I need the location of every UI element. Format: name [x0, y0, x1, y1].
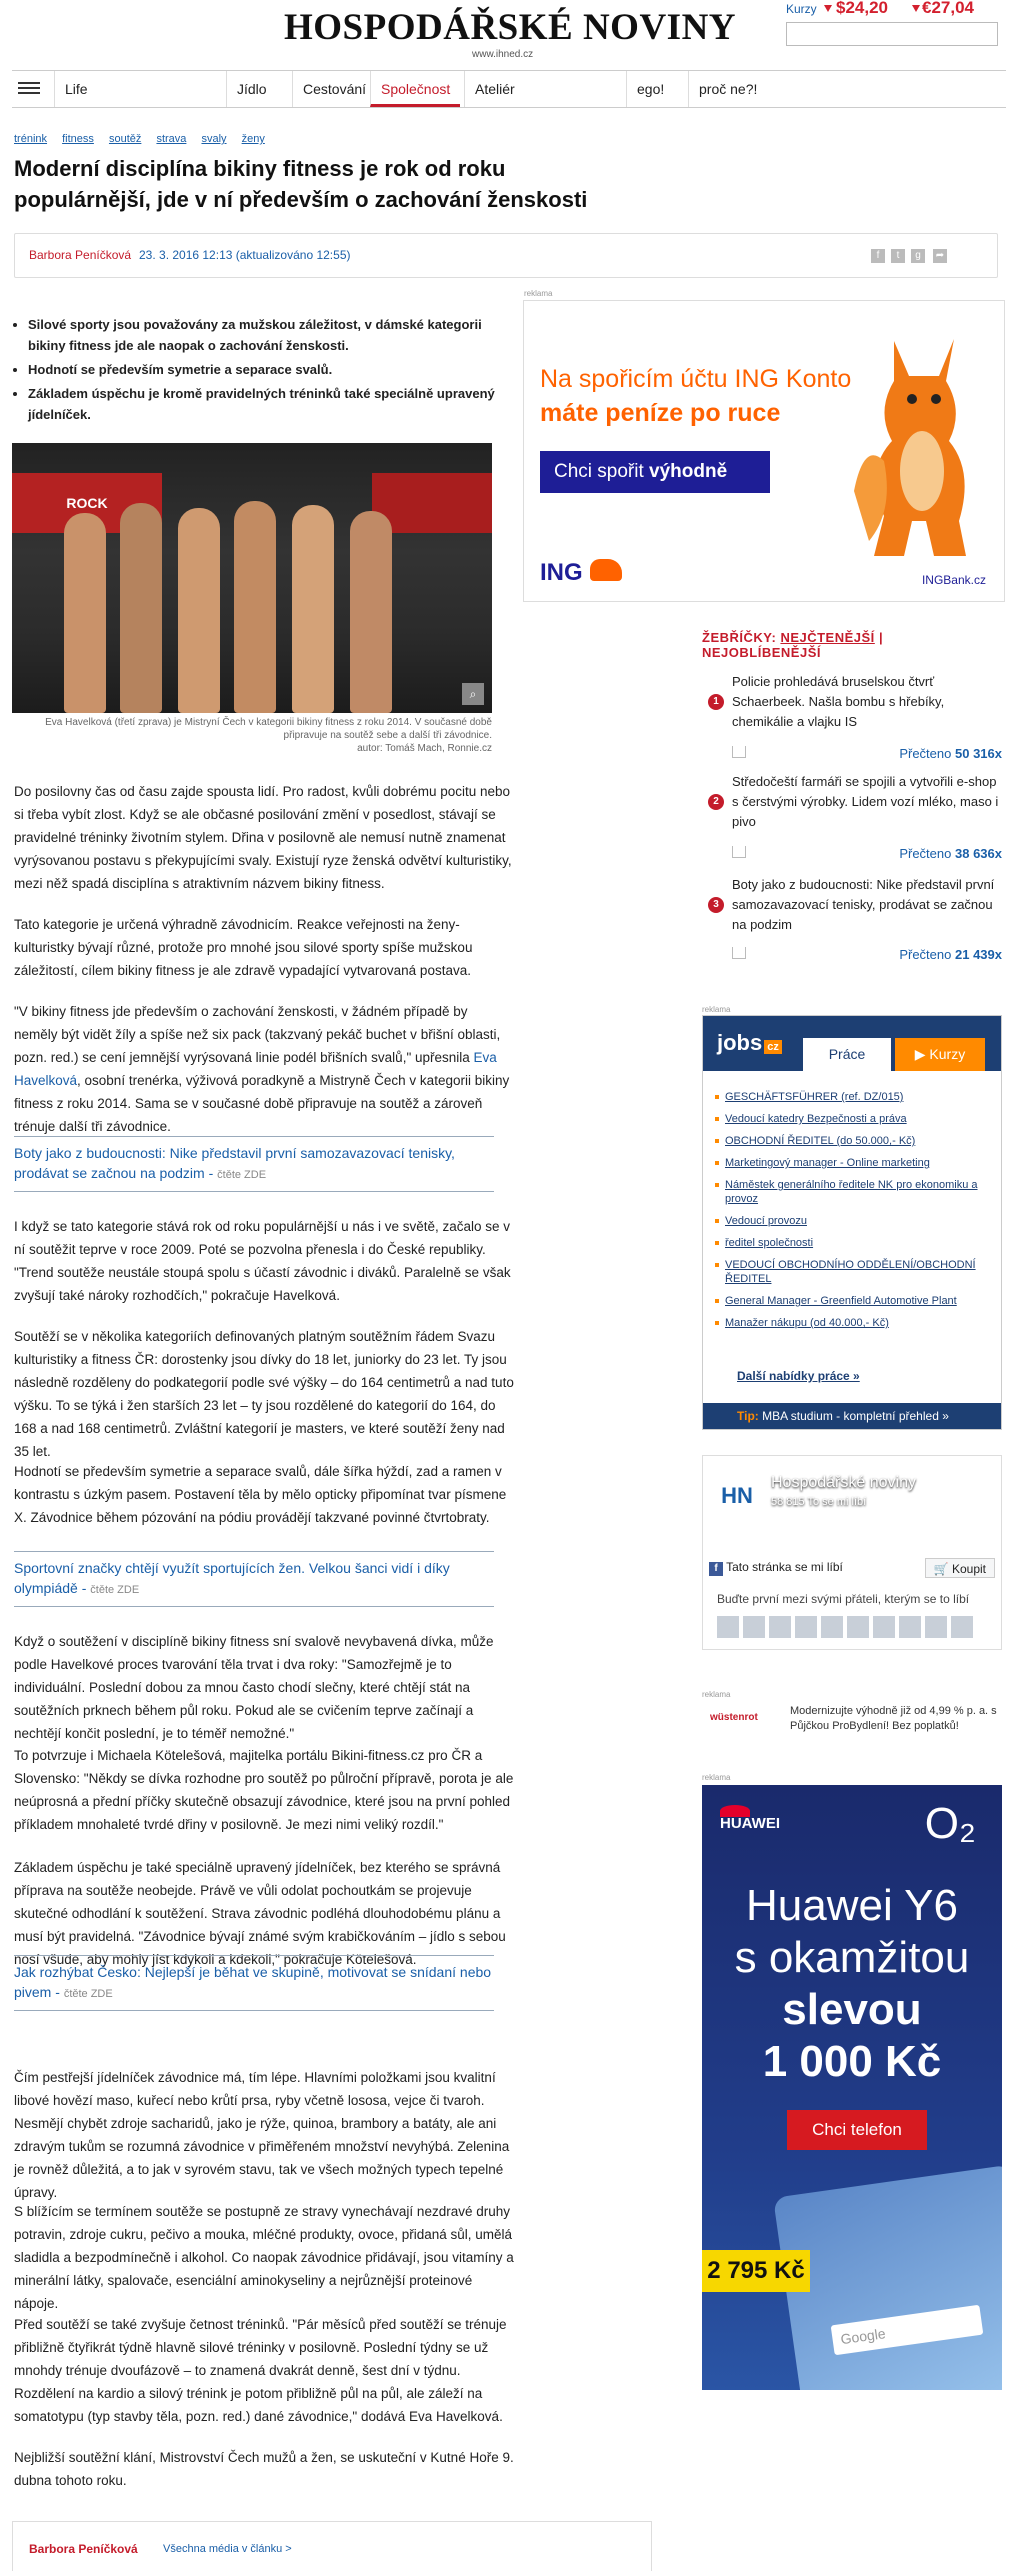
all-media-link[interactable]: Všechna média v článku >	[163, 2543, 292, 2555]
rank-number: 2	[708, 794, 724, 810]
facebook-likes: 58 815 To se mi líbí	[771, 1496, 867, 1508]
share-icon[interactable]	[732, 746, 746, 758]
nav-atelier[interactable]: Ateliér	[464, 71, 525, 107]
twitter-share-icon[interactable]: t	[891, 249, 905, 263]
count-label: Přečteno	[899, 746, 952, 761]
avatar[interactable]	[795, 1616, 817, 1638]
rank-count	[899, 844, 1002, 864]
jobs-logo-cz: cz	[764, 1040, 782, 1054]
paragraph: Před soutěží se také zvyšuje četnost tréninků. "Pár měsíců před soutěží se trénuje přibližně čtyřikrát týdně hlavně silové tréninky v posilovně. Poslední týdny se už mnohdy trénuje dvoufázově – to znamená dvakrát denně, šest dní v týdnu. Rozdělení na kardio a silový trénink je potom přibližně půl na půl, ale záleží na somatotypu (typ stavby těla, pozn. red.) dané závodnice," dodává Eva Havelková.	[14, 2317, 507, 2424]
rank-number: 3	[708, 897, 724, 913]
ad-label: reklama	[702, 1690, 731, 1699]
wustenrot-text[interactable]: Modernizujte výhodně již od 4,99 % p. a. s Půjčkou ProBydlení! Bez poplatků!	[790, 1705, 997, 1732]
tag[interactable]: fitness	[62, 133, 94, 145]
job-link[interactable]: ředitel společnosti	[715, 1232, 991, 1254]
rank-title[interactable]: Policie prohledává bruselskou čtvrť Schaerbeek. Našla bombu s hřebíky, chemikálie a vlajku IS	[732, 674, 945, 729]
menu-icon[interactable]	[18, 82, 40, 98]
tag[interactable]: strava	[156, 133, 187, 145]
paragraph: Tato kategorie je určená výhradně závodnicím. Reakce veřejnosti na ženy-kulturistky bývají různé, protože pro mnohé jsou silové sporty spíše mužskou záležitostí, cílem bikiny fitness je ale zdravě vypadající vytvarovaná postava.	[14, 917, 473, 978]
tab-prace[interactable]: Práce	[803, 1038, 891, 1071]
job-link[interactable]: GESCHÄFTSFÜHRER (ref. DZ/015)	[715, 1086, 991, 1108]
count-value: 38 636x	[955, 846, 1002, 861]
article-date: 23. 3. 2016 12:13 (aktualizováno 12:55)	[139, 248, 351, 262]
tab-most-liked[interactable]: NEJOBLÍBENĚJŠÍ	[702, 645, 821, 660]
count-label: Přečteno	[899, 947, 952, 962]
ad-line: slevou	[782, 1985, 922, 2034]
jobs-widget	[702, 1015, 1002, 1430]
related-title[interactable]: Boty jako z budoucnosti: Nike představil první samozavazovací tenisky, prodávat se začnou na podzim	[14, 1145, 455, 1181]
caption-text: Eva Havelková (třetí zprava) je Mistryní Čech v kategorii bikiny fitness z roku 2014. V současné době připravuje na soutěž sebe a další tři závodnice.	[45, 717, 492, 741]
site-logo[interactable]: HOSPODÁŘSKÉ NOVINY	[284, 7, 737, 48]
avatar[interactable]	[847, 1616, 869, 1638]
ad-label: reklama	[702, 1005, 731, 1014]
avatar[interactable]	[899, 1616, 921, 1638]
price-badge: 2 795 Kč	[702, 2250, 810, 2292]
ranking-box	[702, 630, 1002, 962]
article-title: Moderní disciplína bikiny fitness je rok od roku populárnější, jde v ní především o zachování ženskosti	[14, 156, 588, 212]
footer-author-link[interactable]: Barbora Peníčková	[29, 2542, 138, 2556]
avatar[interactable]	[925, 1616, 947, 1638]
nav-cestovani[interactable]: Cestování	[292, 71, 376, 107]
tip-text: MBA studium - kompletní přehled »	[762, 1409, 949, 1423]
count-value: 21 439x	[955, 947, 1002, 962]
rank-count	[899, 945, 1002, 965]
rank-title[interactable]: Středočeští farmáři se spojili a vytvořili e-shop s čerstvými výrobky. Lidem vozí mléko, maso i pivo	[732, 774, 999, 829]
facebook-share-icon[interactable]: f	[871, 249, 885, 263]
author-link[interactable]: Barbora Peníčková	[29, 248, 132, 262]
ad-headline: Na spořicím účtu ING Konto	[540, 365, 852, 393]
avatar[interactable]	[951, 1616, 973, 1638]
nav-spolecnost[interactable]: Společnost	[370, 71, 460, 107]
eva-havelkova-link[interactable]: Eva Havelková	[14, 1050, 497, 1088]
tab-kurzy-label: Kurzy	[929, 1046, 966, 1062]
ing-advertisement[interactable]	[523, 289, 1005, 602]
article-byline	[14, 233, 998, 278]
article-perex	[14, 314, 514, 428]
forward-share-icon[interactable]: ➦	[933, 249, 947, 263]
article-tags	[14, 133, 277, 145]
main-nav	[12, 70, 1006, 108]
paragraph: Základem úspěchu je také speciálně upravený jídelníček, bez kterého se správná příprava na soutěže neobejde. Právě ve vůli odolat pochoutkám se projevuje skutečné odhodlání k soutěžení. Strava závodnic podléhá dlouhodobému plánu a musí být pravidelná. "Závodnice bývají známé svým krabičkováním – jídlo s sebou nosí všude, aby mohly jíst kdykoli a kdekoli," pokračuje Kötelešová.	[14, 1860, 506, 1967]
job-link[interactable]: Náměstek generálního ředitele NK pro ekonomiku a provoz	[715, 1174, 991, 1210]
job-link[interactable]: OBCHODNÍ ŘEDITEL (do 50.000,- Kč)	[715, 1130, 991, 1152]
o2-logo: O₂	[924, 1799, 976, 1848]
avatar[interactable]	[743, 1616, 765, 1638]
paragraph-text: "V bikiny fitness jde především o zachování ženskosti, v žádném případě by neměly být vidět žíly a spíše než six pack (takzvaný pekáč buchet v břišní oblasti, pozn. red.) se cení jemnější vyrýsovaná linie podél břišních svalů," upřesnila	[14, 1004, 501, 1065]
share-icon[interactable]	[732, 846, 746, 858]
tag[interactable]: trénink	[14, 133, 48, 145]
ranking-label: ŽEBŘÍČKY:	[702, 630, 777, 645]
ing-lion-icon	[590, 559, 622, 581]
perex-item: • Hodnotí se především symetrie a separace svalů.	[28, 359, 514, 380]
paragraph	[14, 1000, 514, 1138]
nav-proc-ne[interactable]: proč ne?!	[688, 71, 767, 107]
jobs-list	[715, 1086, 991, 1334]
usd-down-arrow-icon	[824, 5, 832, 12]
play-icon: ▶	[914, 1046, 930, 1062]
athlete-figure	[350, 511, 392, 713]
wustenrot-logo: wüstenrot	[710, 1712, 758, 1723]
paragraph: Když o soutěžení v disciplíně bikiny fitness sní svalově nevybavená dívka, může podle Havelkové proces tvarování těla trvat i dva roky: "Samozřejmě je to individuální. Poslední dobou za mnou často chodí slečny, které chtějí stát na soutěžních prknech během půl roku. Pokud ale se cvičením teprve začínají a nechtějí končit poslední, je to téměř nemožné."	[14, 1634, 494, 1741]
ranking-header	[702, 630, 1002, 660]
paragraph: S blížícím se termínem soutěže se postupně ze stravy vynechávají nezdravé druhy potravin, zdroje cukru, pečivo a mouka, mléčné produkty, ovoce, přidaná sůl, umělá sladidla a bezpodmínečně i alkohol. Co naopak závodnice přidávají, jsou vitamíny a minerální látky, spalovače, esenciální aminokyseliny a nejrůznější proteinové nápoje.	[14, 2204, 514, 2311]
fox-mascot-icon	[854, 321, 984, 561]
zoom-icon[interactable]: ⌕	[462, 683, 484, 705]
athlete-figure	[292, 505, 334, 713]
athlete-figure	[120, 503, 162, 713]
more-jobs-link[interactable]: Další nabídky práce »	[737, 1369, 860, 1383]
job-link[interactable]: Marketingový manager - Online marketing	[715, 1152, 991, 1174]
huawei-logo: HUAWEI	[720, 1815, 780, 1832]
tab-most-read[interactable]: NEJČTENĚJŠÍ	[780, 630, 875, 645]
job-link[interactable]: VEDOUCÍ OBCHODNÍHO ODDĚLENÍ/OBCHODNÍ ŘEDITEL	[715, 1254, 991, 1290]
ad-label: reklama	[702, 1773, 731, 1782]
caption-author: autor: Tomáš Mach, Ronnie.cz	[357, 743, 492, 754]
jobs-logo-text: jobs	[717, 1030, 763, 1055]
jobs-header	[703, 1016, 1001, 1071]
tab-kurzy[interactable]	[895, 1038, 985, 1071]
article-main-image[interactable]	[12, 443, 492, 713]
rank-title[interactable]: Boty jako z budoucnosti: Nike představil první samozavazovací tenisky, prodávat se začnou na podzim	[732, 877, 995, 932]
ing-cta-button[interactable]	[540, 451, 770, 493]
image-caption	[12, 716, 492, 755]
phone-search-bar: Google	[831, 2305, 984, 2356]
paragraph: Čím pestřejší jídelníček závodnice má, tím lépe. Hlavními položkami jsou kvalitní libové hovězí maso, kuřecí nebo krůtí prsa, ryby včetně lososa, vejce či tvaroh. Nesmějí chybět zdroje sacharidů, jako je rýže, quinoa, brambory a batáty, ale ani zdravým tukům se rozumná závodnice v přiměřeném množství nevyhýbá. Zelenina je rovněž důležitá, a to jak v syrovém stavu, tak ve všech možných typech tepelné úpravy.	[14, 2070, 510, 2200]
athlete-figure	[234, 501, 276, 713]
jobs-logo[interactable]	[717, 1030, 782, 1056]
kurzy-link[interactable]: Kurzy	[786, 2, 817, 16]
nav-life[interactable]: Life	[54, 71, 98, 107]
jobs-tip[interactable]	[703, 1403, 1001, 1429]
search-input[interactable]	[786, 22, 998, 46]
avatar[interactable]	[717, 1616, 739, 1638]
ad-subheadline: máte peníze po ruce	[540, 399, 781, 427]
nav-jidlo[interactable]: Jídlo	[226, 71, 277, 107]
facebook-icon: f	[709, 1562, 723, 1576]
facebook-widget	[702, 1455, 1002, 1650]
rank-count	[899, 744, 1002, 764]
cart-icon: 🛒	[933, 1562, 952, 1576]
avatar[interactable]	[873, 1616, 895, 1638]
paragraph-text: , osobní trenérka, výživová poradkyně a Mistryně Čech v kategorii bikiny fitness z roku 2014. Sama se v současné době připravuje na soutěž a zároveň trénuje další tři závodnice.	[14, 1073, 510, 1134]
job-link[interactable]: Vedoucí provozu	[715, 1210, 991, 1232]
like-label: Tato stránka se mi líbí	[726, 1560, 843, 1574]
paragraph: Do posilovny čas od času zajde spousta lidí. Pro radost, kvůli dobrému pocitu nebo si třeba vybít zlost. Když se ale občasné posilování změní v posedlost, stávají se pravidelné tréninky životním stylem. Dřina v posilovně ale nemusí nutně znamenat vyrýsovanou postavu s překypujícími svaly. Existují ryze ženská odvětví kulturistiky, mezi něž spadá disciplína s atraktivním názvem bikiny fitness.	[14, 784, 512, 891]
buy-label: Koupit	[951, 1562, 986, 1576]
tag[interactable]: svaly	[201, 133, 227, 145]
site-url[interactable]: www.ihned.cz	[472, 49, 534, 60]
facebook-friends-text: Buďte první mezi svými přáteli, kterým se to líbí	[717, 1592, 970, 1606]
athlete-figure	[178, 508, 220, 713]
paragraph: I když se tato kategorie stává rok od roku populárnější u nás i ve světě, začalo se v ní soutěžit teprve v roce 2009. Poté se pozvolna přenesla i do České republiky. "Trend soutěže neustále stoupá spolu s účastí závodnic i diváků. Paralelně se však zvyšují také nároky rozhodčích," pokračuje Havelková.	[14, 1219, 511, 1303]
ad-line: 1 000 Kč	[762, 2037, 942, 2086]
related-read-here[interactable]: čtěte ZDE	[63, 1988, 113, 2000]
perex-item: • Silové sporty jsou považovány za mužskou záležitost, v dámské kategorii bikiny fitness jde ale naopak o zachování ženskosti.	[28, 314, 514, 356]
site-header	[0, 0, 1016, 68]
usd-rate: $24,20	[836, 0, 888, 17]
related-read-here[interactable]: čtěte ZDE	[217, 1169, 267, 1181]
ad-line: Huawei Y6	[746, 1881, 958, 1930]
job-link[interactable]: Vedoucí katedry Bezpečnosti a práva	[715, 1108, 991, 1130]
related-title[interactable]: Jak rozhýbat Česko: Nejlepší je běhat ve skupině, motivovat se snídaní nebo pivem	[14, 1964, 492, 2000]
huawei-o2-ad[interactable]	[702, 1785, 1002, 2390]
exchange-rates	[786, 0, 1006, 52]
facebook-page-name[interactable]: Hospodářské noviny	[771, 1474, 916, 1491]
eur-down-arrow-icon	[912, 5, 920, 12]
hn-logo[interactable]: HN	[713, 1472, 761, 1520]
google-plus-share-icon[interactable]: g	[911, 249, 925, 263]
avatar[interactable]	[769, 1616, 791, 1638]
buy-phone-button[interactable]: Chci telefon	[787, 2110, 927, 2150]
image-banner: ROCK	[12, 473, 162, 533]
related-article-link[interactable]: Sportovní značky chtějí využít sportujících žen. Velkou šanci vidí i díky olympiádě - čtěte ZDE	[14, 1551, 494, 1607]
avatar[interactable]	[821, 1616, 843, 1638]
cta-text-bold: výhodně	[649, 461, 728, 482]
paragraph: To potvrzuje i Michaela Kötelešová, majitelka portálu Bikini-fitness.cz pro ČR a Slovensko: "Někdy se dívka rozhodne pro soutěž po půlroční přípravě, porota je ale neúprosná a přední příčky skutečně obsazují závodnice, které jsou na první pohled příkladem mnohaleté tvrdé dřiny v posilovně. Je mezi nimi veliký rozdíl."	[14, 1748, 514, 1832]
wustenrot-ad[interactable]	[702, 1700, 1002, 1740]
eur-rate: €27,04	[922, 0, 974, 17]
related-read-here[interactable]: čtěte ZDE	[90, 1584, 140, 1596]
facebook-like-button[interactable]	[709, 1560, 843, 1576]
related-article-link[interactable]: Jak rozhýbat Česko: Nejlepší je běhat ve skupině, motivovat se snídaní nebo pivem - čtěte ZDE	[14, 1955, 494, 2011]
share-icon[interactable]	[732, 947, 746, 959]
facebook-buy-button[interactable]	[925, 1558, 995, 1578]
ing-url: INGBank.cz	[921, 573, 986, 587]
ranking-sep: |	[878, 630, 884, 645]
paragraph: Nejbližší soutěžní klání, Mistrovství Čech mužů a žen, se uskuteční v Kutné Hoře 9. dubna tohoto roku.	[14, 2450, 514, 2488]
perex-item: • Základem úspěchu je kromě pravidelných tréninků také speciálně upravený jídelníček.	[28, 383, 514, 425]
related-title[interactable]: Sportovní značky chtějí využít sportujících žen. Velkou šanci vidí i díky olympiádě	[14, 1560, 450, 1596]
job-link[interactable]: General Manager - Greenfield Automotive Plant	[715, 1290, 991, 1312]
tag[interactable]: ženy	[241, 133, 265, 145]
count-label: Přečteno	[899, 846, 952, 861]
nav-ego[interactable]: ego!	[626, 71, 674, 107]
paragraph: Soutěží se v několika kategoriích definovaných platným soutěžním řádem Svazu kulturistiky a fitness ČR: dorostenky jsou dívky do 18 let, juniorky do 23 let. Ty jsou následně rozděleny do podkategorií podle své výšky – do 164 centimetrů a nad tuto výšku. To se týká i žen starších 23 let – ty jsou rozdělené do kategorií do 164, do 168 a nad 168 centimetrů. Zvláštní kategorií je masters, ve které soutěží ženy nad 35 let.	[14, 1329, 514, 1459]
ing-logo: ING	[540, 559, 583, 586]
athlete-figure	[64, 513, 106, 713]
article-footer	[12, 2521, 652, 2571]
job-link[interactable]: Manažer nákupu (od 40.000,- Kč)	[715, 1312, 991, 1334]
count-value: 50 316x	[955, 746, 1002, 761]
cta-text: Chci spořit	[554, 461, 650, 482]
ad-line: s okamžitou	[734, 1933, 970, 1982]
tip-label: Tip:	[737, 1409, 759, 1423]
paragraph: Hodnotí se především symetrie a separace svalů, dále šířka hýždí, zad a ramen v kontrastu s úzkým pasem. Postavení těla by mělo opticky připomínat tvar písmene X. Závodnice během pózování na pódiu provádějí takzvané povinné čtvrtobraty.	[14, 1464, 507, 1525]
related-article-link[interactable]: Boty jako z budoucnosti: Nike představil první samozavazovací tenisky, prodávat se začnou na podzim - čtěte ZDE	[14, 1136, 494, 1192]
rank-number: 1	[708, 694, 724, 710]
ad-label: reklama	[524, 289, 553, 298]
tag[interactable]: soutěž	[108, 133, 142, 145]
